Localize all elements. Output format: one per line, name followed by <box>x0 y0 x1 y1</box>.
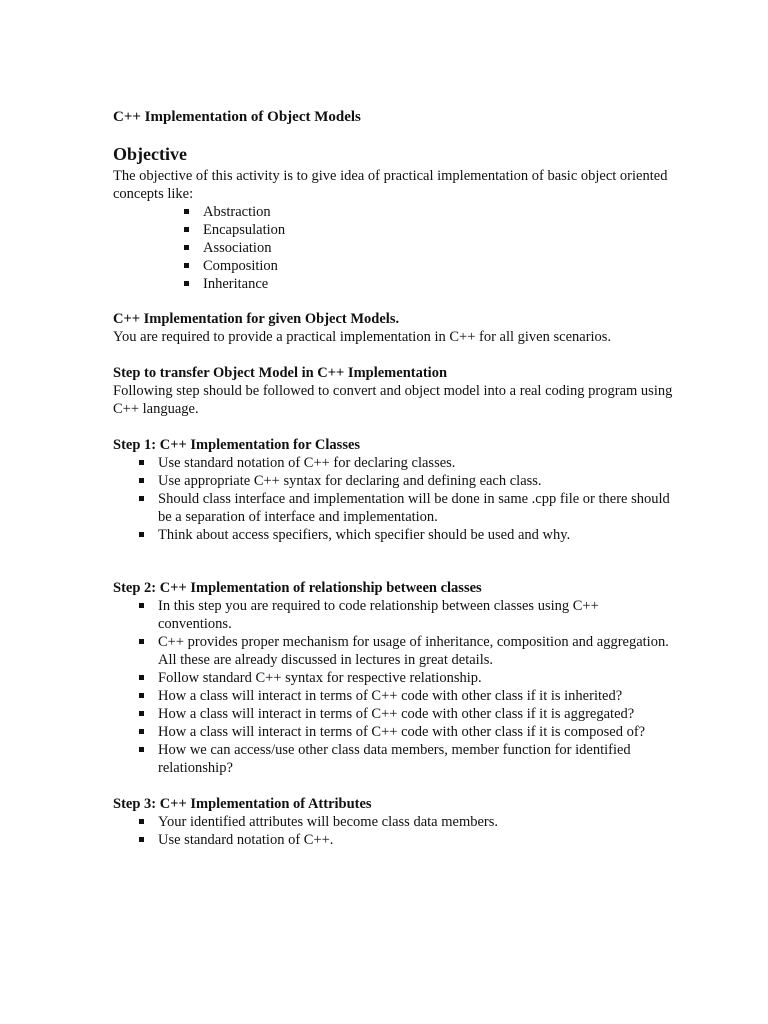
step2-heading: Step 2: C++ Implementation of relationship between classes <box>113 580 482 596</box>
square-bullet-icon <box>184 227 189 232</box>
list-item: Abstraction <box>184 203 673 221</box>
given-models-heading: C++ Implementation for given Object Models. <box>113 311 400 327</box>
square-bullet-icon <box>139 747 144 752</box>
square-bullet-icon <box>139 639 144 644</box>
square-bullet-icon <box>184 263 189 268</box>
square-bullet-icon <box>139 837 144 842</box>
objective-heading: Objective <box>113 144 187 164</box>
list-item: Use standard notation of C++ for declaring classes. <box>139 454 673 472</box>
list-item: Encapsulation <box>184 221 673 239</box>
square-bullet-icon <box>139 478 144 483</box>
square-bullet-icon <box>139 532 144 537</box>
list-item: Follow standard C++ syntax for respective relationship. <box>139 669 673 687</box>
objective-intro: The objective of this activity is to give idea of practical implementation of basic object oriented concepts like: <box>113 168 668 202</box>
square-bullet-icon <box>184 209 189 214</box>
square-bullet-icon <box>139 603 144 608</box>
step1-list <box>113 454 673 544</box>
square-bullet-icon <box>139 496 144 501</box>
list-item: C++ provides proper mechanism for usage of inheritance, composition and aggregation. All these are already discussed in lectures in great details. <box>139 633 673 669</box>
document-page <box>113 108 673 849</box>
square-bullet-icon <box>139 819 144 824</box>
list-item: Your identified attributes will become class data members. <box>139 813 673 831</box>
list-item: Should class interface and implementation will be done in same .cpp file or there should be a separation of interface and implementation. <box>139 490 673 526</box>
list-item: Association <box>184 239 673 257</box>
list-item: How a class will interact in terms of C++ code with other class if it is composed of? <box>139 723 673 741</box>
list-item: Use standard notation of C++. <box>139 831 673 849</box>
square-bullet-icon <box>139 729 144 734</box>
list-item: Use appropriate C++ syntax for declaring and defining each class. <box>139 472 673 490</box>
square-bullet-icon <box>139 711 144 716</box>
list-item: Composition <box>184 257 673 275</box>
list-item: How a class will interact in terms of C++ code with other class if it is inherited? <box>139 687 673 705</box>
step3-list <box>113 813 673 849</box>
square-bullet-icon <box>139 460 144 465</box>
list-item: How we can access/use other class data members, member function for identified relationship? <box>139 741 673 777</box>
square-bullet-icon <box>139 675 144 680</box>
transfer-text: Following step should be followed to convert and object model into a real coding program using C++ language. <box>113 383 673 417</box>
concepts-list <box>113 203 673 293</box>
square-bullet-icon <box>184 281 189 286</box>
square-bullet-icon <box>184 245 189 250</box>
list-item: Think about access specifiers, which specifier should be used and why. <box>139 526 673 544</box>
step3-heading: Step 3: C++ Implementation of Attributes <box>113 796 372 812</box>
document-title: C++ Implementation of Object Models <box>113 109 361 125</box>
given-models-text: You are required to provide a practical implementation in C++ for all given scenarios. <box>113 329 612 345</box>
transfer-heading: Step to transfer Object Model in C++ Implementation <box>113 365 448 381</box>
list-item: How a class will interact in terms of C++ code with other class if it is aggregated? <box>139 705 673 723</box>
square-bullet-icon <box>139 693 144 698</box>
step2-list <box>113 597 673 777</box>
list-item: In this step you are required to code relationship between classes using C++ conventions. <box>139 597 673 633</box>
list-item: Inheritance <box>184 275 673 293</box>
step1-heading: Step 1: C++ Implementation for Classes <box>113 437 361 453</box>
